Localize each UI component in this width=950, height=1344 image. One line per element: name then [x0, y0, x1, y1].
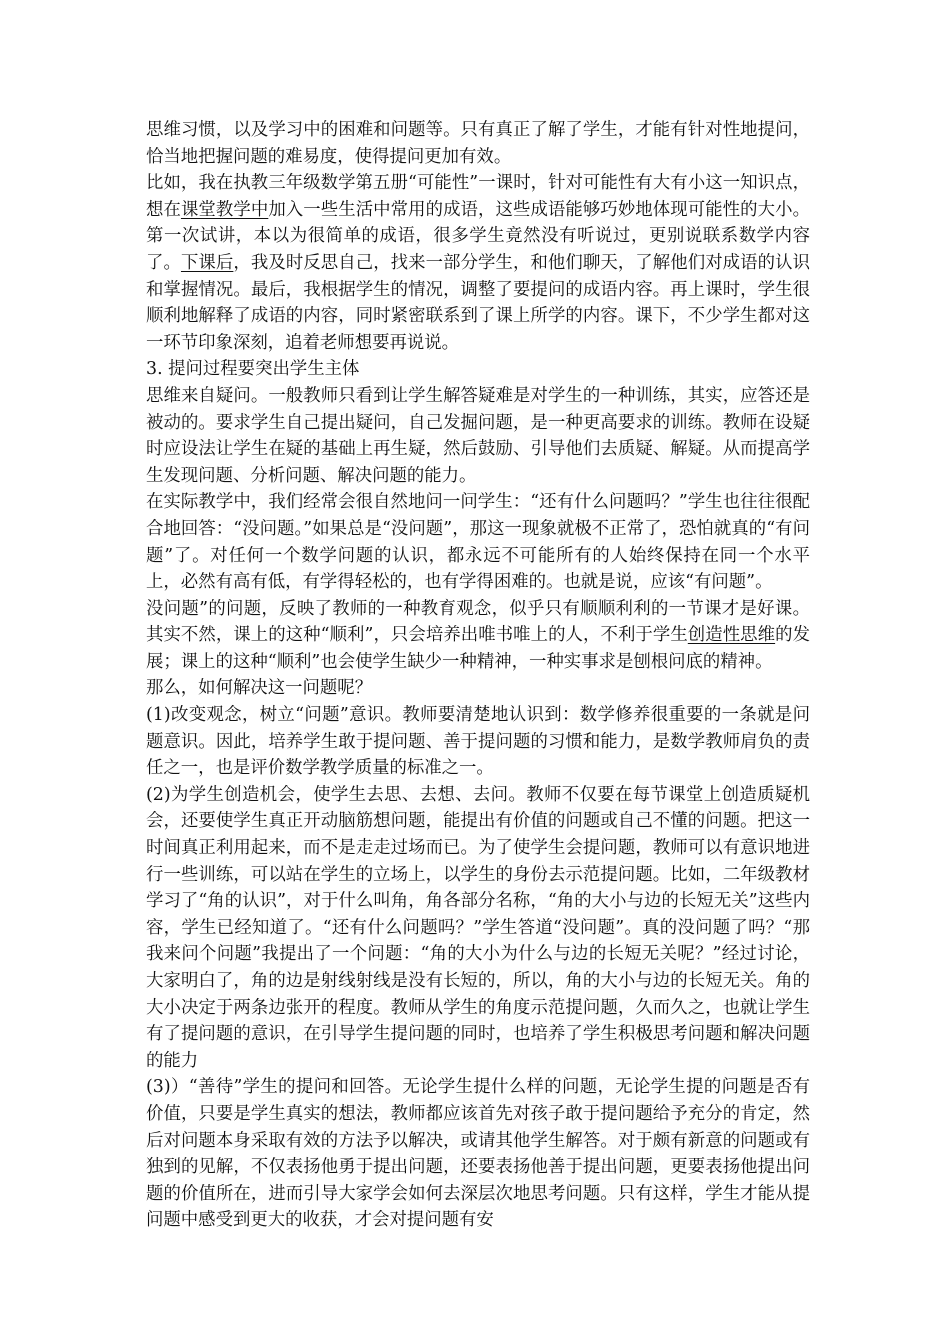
- paragraph-3: 思维来自疑问。一般教师只看到让学生解答疑难是对学生的一种训练，其实，应答还是被动的。要求学生自己提出疑问，自己发掘问题，是一种更高要求的训练。教师在设疑时应设法让学生在疑的基础上再生疑，然后鼓励、引导他们去质疑、解疑。从而提高学生发现问题、分析问题、解决问题的能力。: [146, 385, 810, 486]
- paragraph-6: 那么，如何解决这一问题呢？: [146, 678, 373, 699]
- section-heading-3: 3. 提问过程要突出学生主体: [146, 359, 360, 380]
- paragraph-9: (3)）“善待”学生的提问和回答。无论学生提什么样的问题，无论学生提的问题是否有价值，只要是学生真实的想法，教师都应该首先对孩子敢于提问题给予充分的肯定，然后对问题本身采取有效的方法予以解决，或请其他学生解答。对于颇有新意的问题或有独到的见解，不仅表扬他勇于提出问题，还要表扬他善于提出问题，更要表扬他提出问题的价值所在，进而引导大家学会如何去深层次地思考问题。只有这样，学生才能从提问题中感受到更大的收获，才会对提问题有安: [146, 1077, 810, 1231]
- document-body: [146, 117, 810, 1234]
- paragraph-2: [146, 170, 810, 356]
- paragraph-5-text-a: 没问题”的问题，反映了教师的一种教育观念，似乎只有顺顺利利的一节课才是好课。其实不然，课上的这种“顺利”，只会培养出唯书唯上的人，不利于学生: [146, 598, 810, 646]
- paragraph-8: (2)为学生创造机会，使学生去思、去想、去问。教师不仅要在每节课堂上创造质疑机会，还要使学生真正开动脑筋想问题，能提出有价值的问题或自己不懂的问题。把这一时间真正利用起来，而不是走走过场而已。为了使学生会提问题，教师可以有意识地进行一些训练，可以站在学生的立场上，以学生的身份去示范提问题。比如，二年级教材学习了“角的认识”，对于什么叫角，角各部分名称，“角的大小与边的长短无关”这些内容，学生已经知道了。“还有什么问题吗？”学生答道“没问题”。真的没问题了吗？“那我来问个问题”我提出了一个问题：“角的大小为什么与边的长短无关呢？”经过讨论，大家明白了，角的边是射线射线是没有长短的，所以，角的大小与边的长短无关。角的大小决定于两条边张开的程度。教师从学生的角度示范提问题，久而久之，也就让学生有了提问题的意识，在引导学生提问题的同时，也培养了学生积极思考问题和解决问题的能力: [146, 784, 810, 1071]
- paragraph-2-text-a: 比如，我在执教三年级数学第五册“可能性”一课时，针对可能性有大有小这一知识点，想在: [146, 173, 810, 220]
- paragraph-2-text-c: ，我及时反思自己，找来一部分学生，和他们聊天，了解他们对成语的认识和掌握情况。最后，我根据学生的情况，调整了要提问的成语内容。再上课时，学生很顺利地解释了成语的内容，同时紧密联系到了课上所学的内容。课下，不少学生都对这一环节印象深刻，追着老师想要再说说。: [146, 252, 810, 353]
- paragraph-5-text-b: 的发展；课上的这种“顺利”也会使学生缺少一种精神，一种实事求是刨根问底的精神。: [146, 625, 810, 672]
- paragraph-2-text-b: 加入一些生活中常用的成语，这些成语能够巧妙地体现可能性的大小。第一次试讲，本以为很简单的成语，很多学生竟然没有听说过，更别说联系数学内容了。: [146, 199, 810, 273]
- link-creative-thinking[interactable]: 创造性思维: [687, 625, 776, 646]
- paragraph-1: 思维习惯，以及学习中的困难和问题等。只有真正了解了学生，才能有针对性地提问，恰当地把握问题的难易度，使得提问更加有效。: [146, 120, 810, 167]
- link-classroom-teaching[interactable]: 课堂教学中: [180, 199, 269, 220]
- link-after-class[interactable]: 下课后: [180, 252, 234, 273]
- paragraph-4: 在实际教学中，我们经常会很自然地问一问学生：“还有什么问题吗？”学生也往往很配合地回答：“没问题。”如果总是“没问题”，那这一现象就极不正常了，恐怕就真的“有问题”了。对任何一个数学问题的认识，都永远不可能所有的人始终保持在同一个水平上，必然有高有低，有学得轻松的，也有学得困难的。也就是说，应该“有问题”。: [146, 492, 810, 593]
- paragraph-7: (1)改变观念，树立“问题”意识。教师要清楚地认识到：数学修养很重要的一条就是问题意识。因此，培养学生敢于提问题、善于提问题的习惯和能力，是数学教师肩负的责任之一，也是评价数学教学质量的标准之一。: [146, 705, 810, 779]
- paragraph-5: [146, 596, 810, 676]
